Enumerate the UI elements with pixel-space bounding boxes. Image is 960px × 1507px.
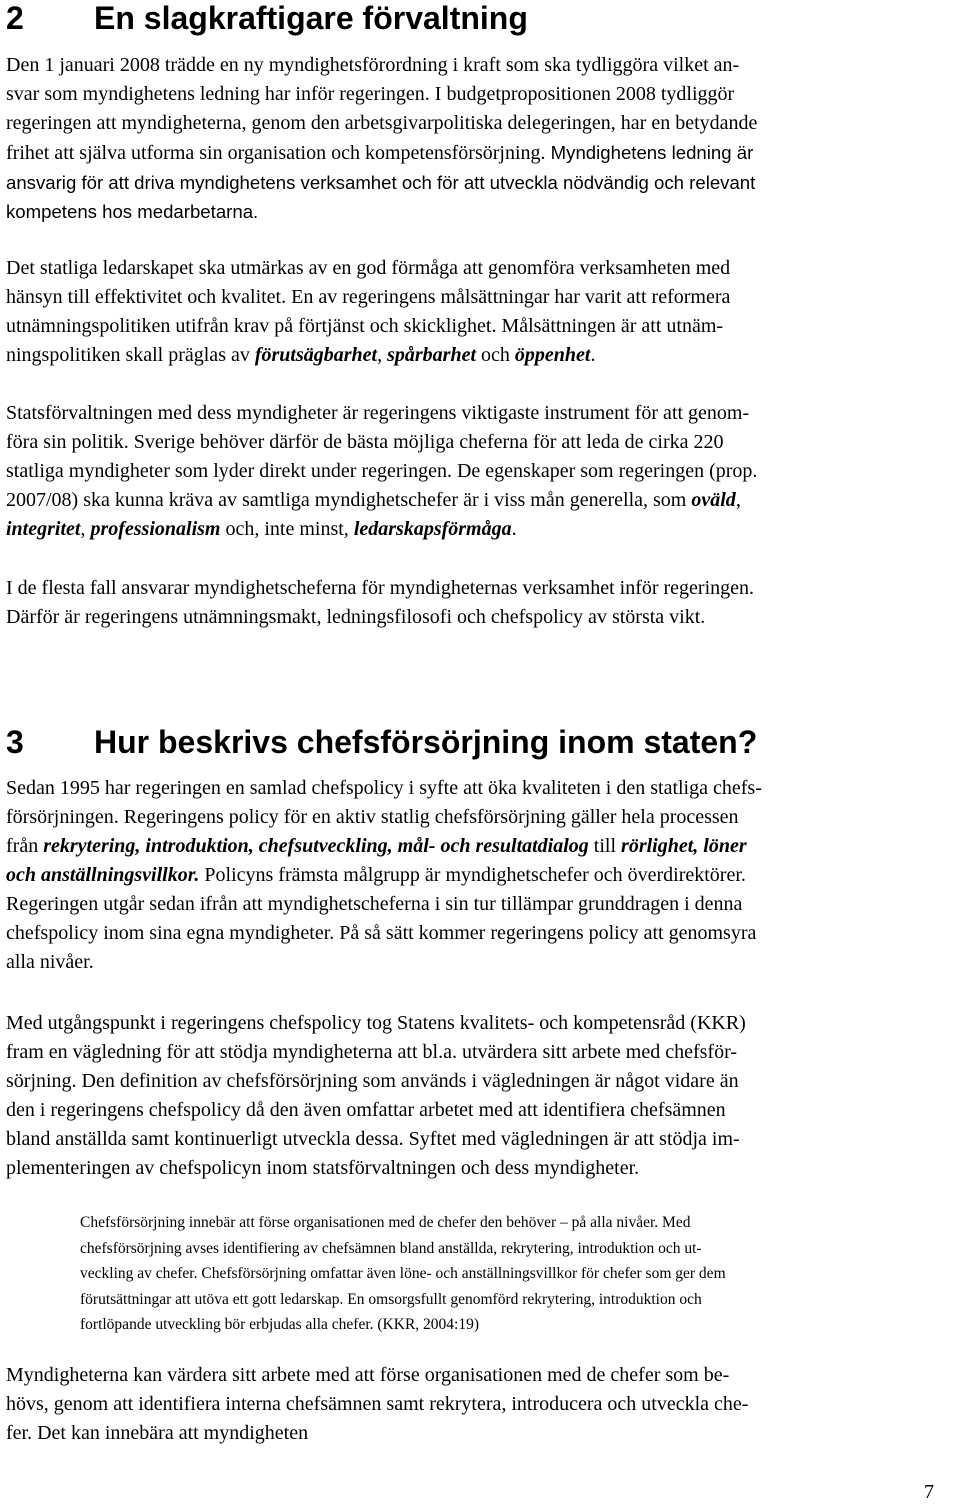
text-line: Med utgångspunkt i regeringens chefspolicy tog Statens kvalitets- och kompetensråd (KKR) [6,1012,746,1034]
emphasis: professionalism [90,518,221,540]
text-line: Statsförvaltningen med dess myndigheter är regeringens viktigaste instrument för att genom- [6,402,750,424]
text-line: bland anställda samt kontinuerligt utveckla dessa. Syftet med vägledningen är att stödja im- [6,1128,740,1150]
text-line [6,486,950,515]
section-2-paragraph-3 [6,399,950,544]
emphasis: rörlighet, löner [621,835,747,857]
text-line: Sedan 1995 har regeringen en samlad chefspolicy i syfte att öka kvaliteten i den statliga chefs- [6,777,762,799]
section-2-number: 2 [6,0,24,36]
section-2-paragraph-1 [6,51,950,226]
text-line: kompetens hos medarbetarna. [6,201,259,222]
text-line [6,1419,950,1448]
text-run: frihet att själva utforma sin organisation och kompetensförsörjning. [6,142,546,164]
emphasis: förutsägbarhet [254,344,378,366]
emphasis: integritet [6,518,81,540]
page-number: 7 [924,1481,934,1503]
text-line: I de flesta fall ansvarar myndighetscheferna för myndigheternas verksamhet inför regeringen. [6,577,755,599]
text-line: fram en vägledning för att stödja myndigheterna att bl.a. utvärdera sitt arbete med chefsför- [6,1041,737,1063]
text-run: från [6,835,44,857]
emphasis: ledarskapsförmåga [353,518,512,540]
text-run: . [511,518,517,540]
text-run: , [80,518,91,540]
text-line: försörjningen. Regeringens policy för en aktiv statlig chefsförsörjning gäller hela processen [6,806,739,828]
text-run: Det kan innebära att myndigheten [32,1422,309,1444]
text-run: och [476,344,515,366]
section-2-paragraph-2 [6,254,950,370]
emphasis: oväld [691,489,736,511]
text-run: till [588,835,622,857]
emphasis: öppenhet [514,344,591,366]
text-line: plementeringen av chefspolicyn inom statsförvaltningen och dess myndigheter. [6,1157,640,1179]
section-2-heading [6,0,528,36]
text-line [6,861,950,890]
section-3-number: 3 [6,724,24,760]
text-run: . [590,344,596,366]
section-2-title: En slagkraftigare förvaltning [94,0,528,36]
text-line: Det statliga ledarskapet ska utmärkas av en god förmåga att genomföra verksamheten med [6,257,731,279]
text-run: Myndighetens ledning är [545,142,754,163]
text-run: och, inte minst, [220,518,354,540]
section-3-paragraph-2 [6,1009,950,1183]
text-line: den i regeringens chefspolicy då den även omfattar arbetet med att identifiera chefsämnen [6,1099,726,1121]
text-line [6,515,950,544]
text-line: statliga myndigheter som lyder direkt under regeringen. De egenskaper som regeringen (prop. [6,460,758,482]
section-3-heading [6,724,757,760]
text-run: fer. [6,1422,33,1444]
text-line [6,341,950,370]
quote-line: förutsättningar att utöva ett gott ledarskap. En omsorgsfullt genomförd rekrytering, introduktion och [80,1290,702,1308]
quote-line: veckling av chefer. Chefsförsörjning omfattar även löne- och anställningsvillkor för chefer som ger dem [80,1265,726,1282]
text-line [6,832,950,861]
emphasis: och anställningsvillkor. [6,864,200,886]
block-quote [80,1210,955,1338]
section-3-paragraph-3 [6,1361,950,1448]
text-line: svar som myndighetens ledning har inför regeringen. I budgetpropositionen 2008 tydliggör [6,83,735,105]
text-line: hänsyn till effektivitet och kvalitet. En av regeringens målsättningar har varit att reformera [6,286,731,308]
text-run: , [377,344,388,366]
text-run: , [735,489,741,511]
text-run: 2007/08) ska kunna kräva av samtliga myndighetschefer är i viss mån generella, som [6,489,692,511]
emphasis: rekrytering, introduktion, chefsutveckling, mål- och resultatdialog [43,835,589,857]
text-line: Myndigheterna kan värdera sitt arbete med att förse organisationen med de chefer som be- [6,1364,730,1386]
text-line: föra sin politik. Sverige behöver därför de bästa möjliga cheferna för att leda de cirka 220 [6,431,724,453]
text-line: utnämningspolitiken utifrån krav på förtjänst och skicklighet. Målsättningen är att utnäm- [6,315,724,337]
section-3-title: Hur beskrivs chefsförsörjning inom staten? [94,724,758,760]
text-line: Den 1 januari 2008 trädde en ny myndighetsförordning i kraft som ska tydliggöra vilket an- [6,54,740,76]
text-line: Regeringen utgår sedan ifrån att myndighetscheferna i sin tur tillämpar grunddragen i denna [6,893,743,915]
section-2-paragraph-4 [6,574,950,632]
text-line: sörjning. Den definition av chefsförsörjning som används i vägledningen är något vidare än [6,1070,739,1092]
quote-line: fortlöpande utveckling bör erbjudas alla chefer. (KKR, 2004:19) [80,1316,480,1333]
text-line: alla nivåer. [6,951,94,973]
text-line: ansvarig för att driva myndighetens verksamhet och för att utveckla nödvändig och relevant [6,172,756,193]
text-line: Därför är regeringens utnämningsmakt, ledningsfilosofi och chefspolicy av största vikt. [6,606,706,628]
section-3-paragraph-1 [6,774,950,977]
text-run: Policyns främsta målgrupp är myndighetschefer och överdirektörer. [199,864,746,886]
text-line: regeringen att myndigheterna, genom den arbetsgivarpolitiska delegeringen, har en betydande [6,112,758,134]
emphasis: spårbarhet [387,344,477,366]
text-line: chefspolicy inom sina egna myndigheter. På så sätt kommer regeringens policy att genomsyra [6,922,757,944]
text-line [6,138,950,168]
text-line: hövs, genom att identifiera interna chefsämnen samt rekrytera, introducera och utveckla che- [6,1393,749,1415]
quote-line: chefsförsörjning avses identifiering av chefsämnen bland anställda, rekrytering, introduktion och ut- [80,1239,702,1257]
text-run: ningspolitiken skall präglas av [6,344,255,366]
quote-line: Chefsförsörjning innebär att förse organisationen med de chefer den behöver – på alla nivåer. Med [80,1214,691,1231]
